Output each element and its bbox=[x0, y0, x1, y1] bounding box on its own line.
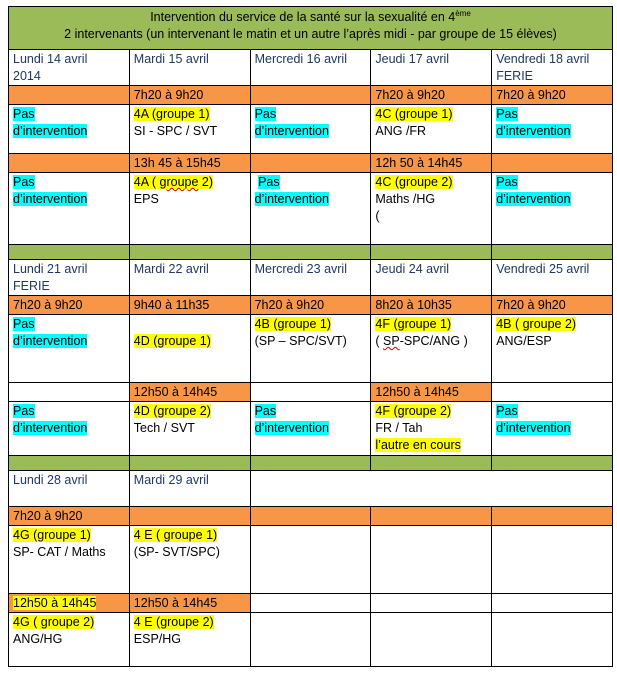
week2-afternoon-row bbox=[9, 402, 613, 456]
week3-morning-time-row bbox=[9, 507, 613, 526]
no-intervention-cell: Pas d’intervention bbox=[250, 173, 371, 245]
session-cell bbox=[9, 526, 130, 594]
session-cell bbox=[371, 173, 492, 245]
day-header: Vendredi 18 avril FERIE bbox=[492, 50, 613, 86]
time-slot: 7h20 à 9h20 bbox=[9, 507, 130, 526]
time-slot: 12h50 à 14h45 bbox=[129, 383, 250, 402]
group-label: 4D (groupe 1) bbox=[133, 334, 211, 348]
no-intervention-cell: Pas d’intervention bbox=[9, 315, 130, 383]
subject-label: ANG/ESP bbox=[496, 334, 552, 348]
session-cell bbox=[9, 613, 130, 667]
subject-label: Maths /HG bbox=[375, 192, 436, 206]
week1-morning-time-row bbox=[9, 86, 613, 105]
time-slot: 12h50 à 14h45 bbox=[129, 594, 250, 613]
no-intervention-cell: Pas d’intervention bbox=[492, 105, 613, 154]
session-cell bbox=[129, 613, 250, 667]
week3-morning-row bbox=[9, 526, 613, 594]
schedule-title bbox=[9, 7, 613, 50]
group-label: 4G ( groupe 2) bbox=[13, 615, 95, 629]
week3-afternoon-row bbox=[9, 613, 613, 667]
session-cell bbox=[129, 173, 250, 245]
time-slot: 7h20 à 9h20 bbox=[250, 296, 371, 315]
week-separator bbox=[9, 245, 613, 260]
extra-note: l’autre en cours bbox=[375, 438, 461, 452]
day-header: Mardi 15 avril bbox=[129, 50, 250, 86]
day-header: Mercredi 16 avril bbox=[250, 50, 371, 86]
subject-label: ANG/HG bbox=[13, 632, 63, 646]
day-header: Mardi 29 avril bbox=[129, 471, 250, 507]
time-slot bbox=[492, 154, 613, 173]
time-slot bbox=[9, 86, 130, 105]
subject-label: EPS bbox=[133, 192, 159, 206]
group-label: 4F (groupe 2) bbox=[375, 404, 452, 418]
time-slot: 8h20 à 10h35 bbox=[371, 296, 492, 315]
day-header: Mercredi 23 avril bbox=[250, 260, 371, 296]
week1-afternoon-time-row bbox=[9, 154, 613, 173]
session-cell bbox=[129, 402, 250, 456]
subject-label: ESP/HG bbox=[133, 632, 182, 646]
no-intervention-cell: Pas d’intervention bbox=[9, 173, 130, 245]
time-slot bbox=[492, 383, 613, 402]
no-intervention-cell: Pas d’intervention bbox=[250, 402, 371, 456]
week2-afternoon-time-row bbox=[9, 383, 613, 402]
session-cell bbox=[250, 315, 371, 383]
schedule-table bbox=[8, 6, 613, 667]
subject-label: SP- CAT / Maths bbox=[13, 545, 106, 559]
group-word: groupe bbox=[159, 175, 199, 189]
session-cell bbox=[492, 315, 613, 383]
session-cell bbox=[129, 315, 250, 383]
time-slot: 7h20 à 9h20 bbox=[492, 296, 613, 315]
week-separator bbox=[9, 456, 613, 471]
time-slot bbox=[250, 86, 371, 105]
extra-note: ( bbox=[375, 209, 380, 223]
group-label: 4C (groupe 2) bbox=[375, 175, 453, 189]
no-intervention-cell: Pas d’intervention bbox=[492, 173, 613, 245]
session-cell bbox=[129, 526, 250, 594]
session-cell bbox=[129, 105, 250, 154]
subject-label: (SP – SPC/SVT) bbox=[254, 334, 347, 348]
time-slot bbox=[250, 154, 371, 173]
day-header: Mardi 22 avril bbox=[129, 260, 250, 296]
subject-label: FR / Tah bbox=[375, 421, 423, 435]
group-label: 4B ( groupe 2) bbox=[496, 317, 577, 331]
day-header: Lundi 28 avril bbox=[9, 471, 130, 507]
no-intervention-cell: Pas d’intervention bbox=[9, 402, 130, 456]
title-line-2: 2 intervenants (un intervenant le matin et un autre l’après midi - par groupe de 15 élèves) bbox=[64, 27, 557, 41]
session-cell bbox=[371, 315, 492, 383]
session-cell bbox=[371, 402, 492, 456]
schedule-document bbox=[8, 6, 612, 667]
week3-afternoon-time-row bbox=[9, 594, 613, 613]
no-intervention-cell: Pas d’intervention bbox=[250, 105, 371, 154]
time-slot: 7h20 à 9h20 bbox=[129, 86, 250, 105]
subject-label: ANG /FR bbox=[375, 124, 427, 138]
week1-morning-row bbox=[9, 105, 613, 154]
subject-label: SI - SPC / SVT bbox=[133, 124, 218, 138]
day-header: Lundi 21 avril FERIE bbox=[9, 260, 130, 296]
no-intervention-cell: Pas d’intervention bbox=[9, 105, 130, 154]
time-slot: 7h20 à 9h20 bbox=[9, 296, 130, 315]
group-label: 4G (groupe 1) bbox=[13, 528, 91, 542]
group-label: 4D (groupe 2) bbox=[133, 404, 211, 418]
group-label: 4A (groupe 1) bbox=[133, 107, 210, 121]
time-slot: 13h 45 à 15h45 bbox=[129, 154, 250, 173]
day-header: Lundi 14 avril 2014 bbox=[9, 50, 130, 86]
time-slot: 7h20 à 9h20 bbox=[492, 86, 613, 105]
time-slot: 12h50 à 14h45 bbox=[371, 383, 492, 402]
group-label: 4 E ( groupe 1) bbox=[133, 528, 218, 542]
group-label: 4C (groupe 1) bbox=[375, 107, 453, 121]
group-label: 4F (groupe 1) bbox=[375, 317, 452, 331]
subject-label: (SP- SVT/SPC) bbox=[133, 545, 220, 559]
week2-morning-time-row bbox=[9, 296, 613, 315]
subject-label: Tech / SVT bbox=[133, 421, 195, 435]
group-label: 4 E (groupe 2) bbox=[133, 615, 214, 629]
week2-morning-row bbox=[9, 315, 613, 383]
day-header: Jeudi 24 avril bbox=[371, 260, 492, 296]
week1-afternoon-row bbox=[9, 173, 613, 245]
time-slot bbox=[9, 154, 130, 173]
week3-day-header-row bbox=[9, 471, 613, 507]
group-label: 4B (groupe 1) bbox=[254, 317, 332, 331]
week1-day-header-row bbox=[9, 50, 613, 86]
time-slot: 12h 50 à 14h45 bbox=[371, 154, 492, 173]
title-superscript: ème bbox=[455, 8, 471, 18]
subject-label: ( SP-SPC/ANG ) bbox=[375, 334, 468, 348]
session-cell bbox=[371, 105, 492, 154]
time-slot: 12h50 à 14h45 bbox=[9, 594, 130, 613]
week2-day-header-row bbox=[9, 260, 613, 296]
title-line-1: Intervention du service de la santé sur la sexualité en 4 bbox=[150, 10, 456, 24]
time-slot: 7h20 à 9h20 bbox=[371, 86, 492, 105]
time-slot: 9h40 à 11h35 bbox=[129, 296, 250, 315]
no-intervention-cell: Pas d’intervention bbox=[492, 402, 613, 456]
group-label: 4A ( groupe 2) bbox=[133, 175, 214, 189]
time-slot bbox=[250, 383, 371, 402]
day-header: Jeudi 17 avril bbox=[371, 50, 492, 86]
day-header: Vendredi 25 avril bbox=[492, 260, 613, 296]
time-slot bbox=[9, 383, 130, 402]
